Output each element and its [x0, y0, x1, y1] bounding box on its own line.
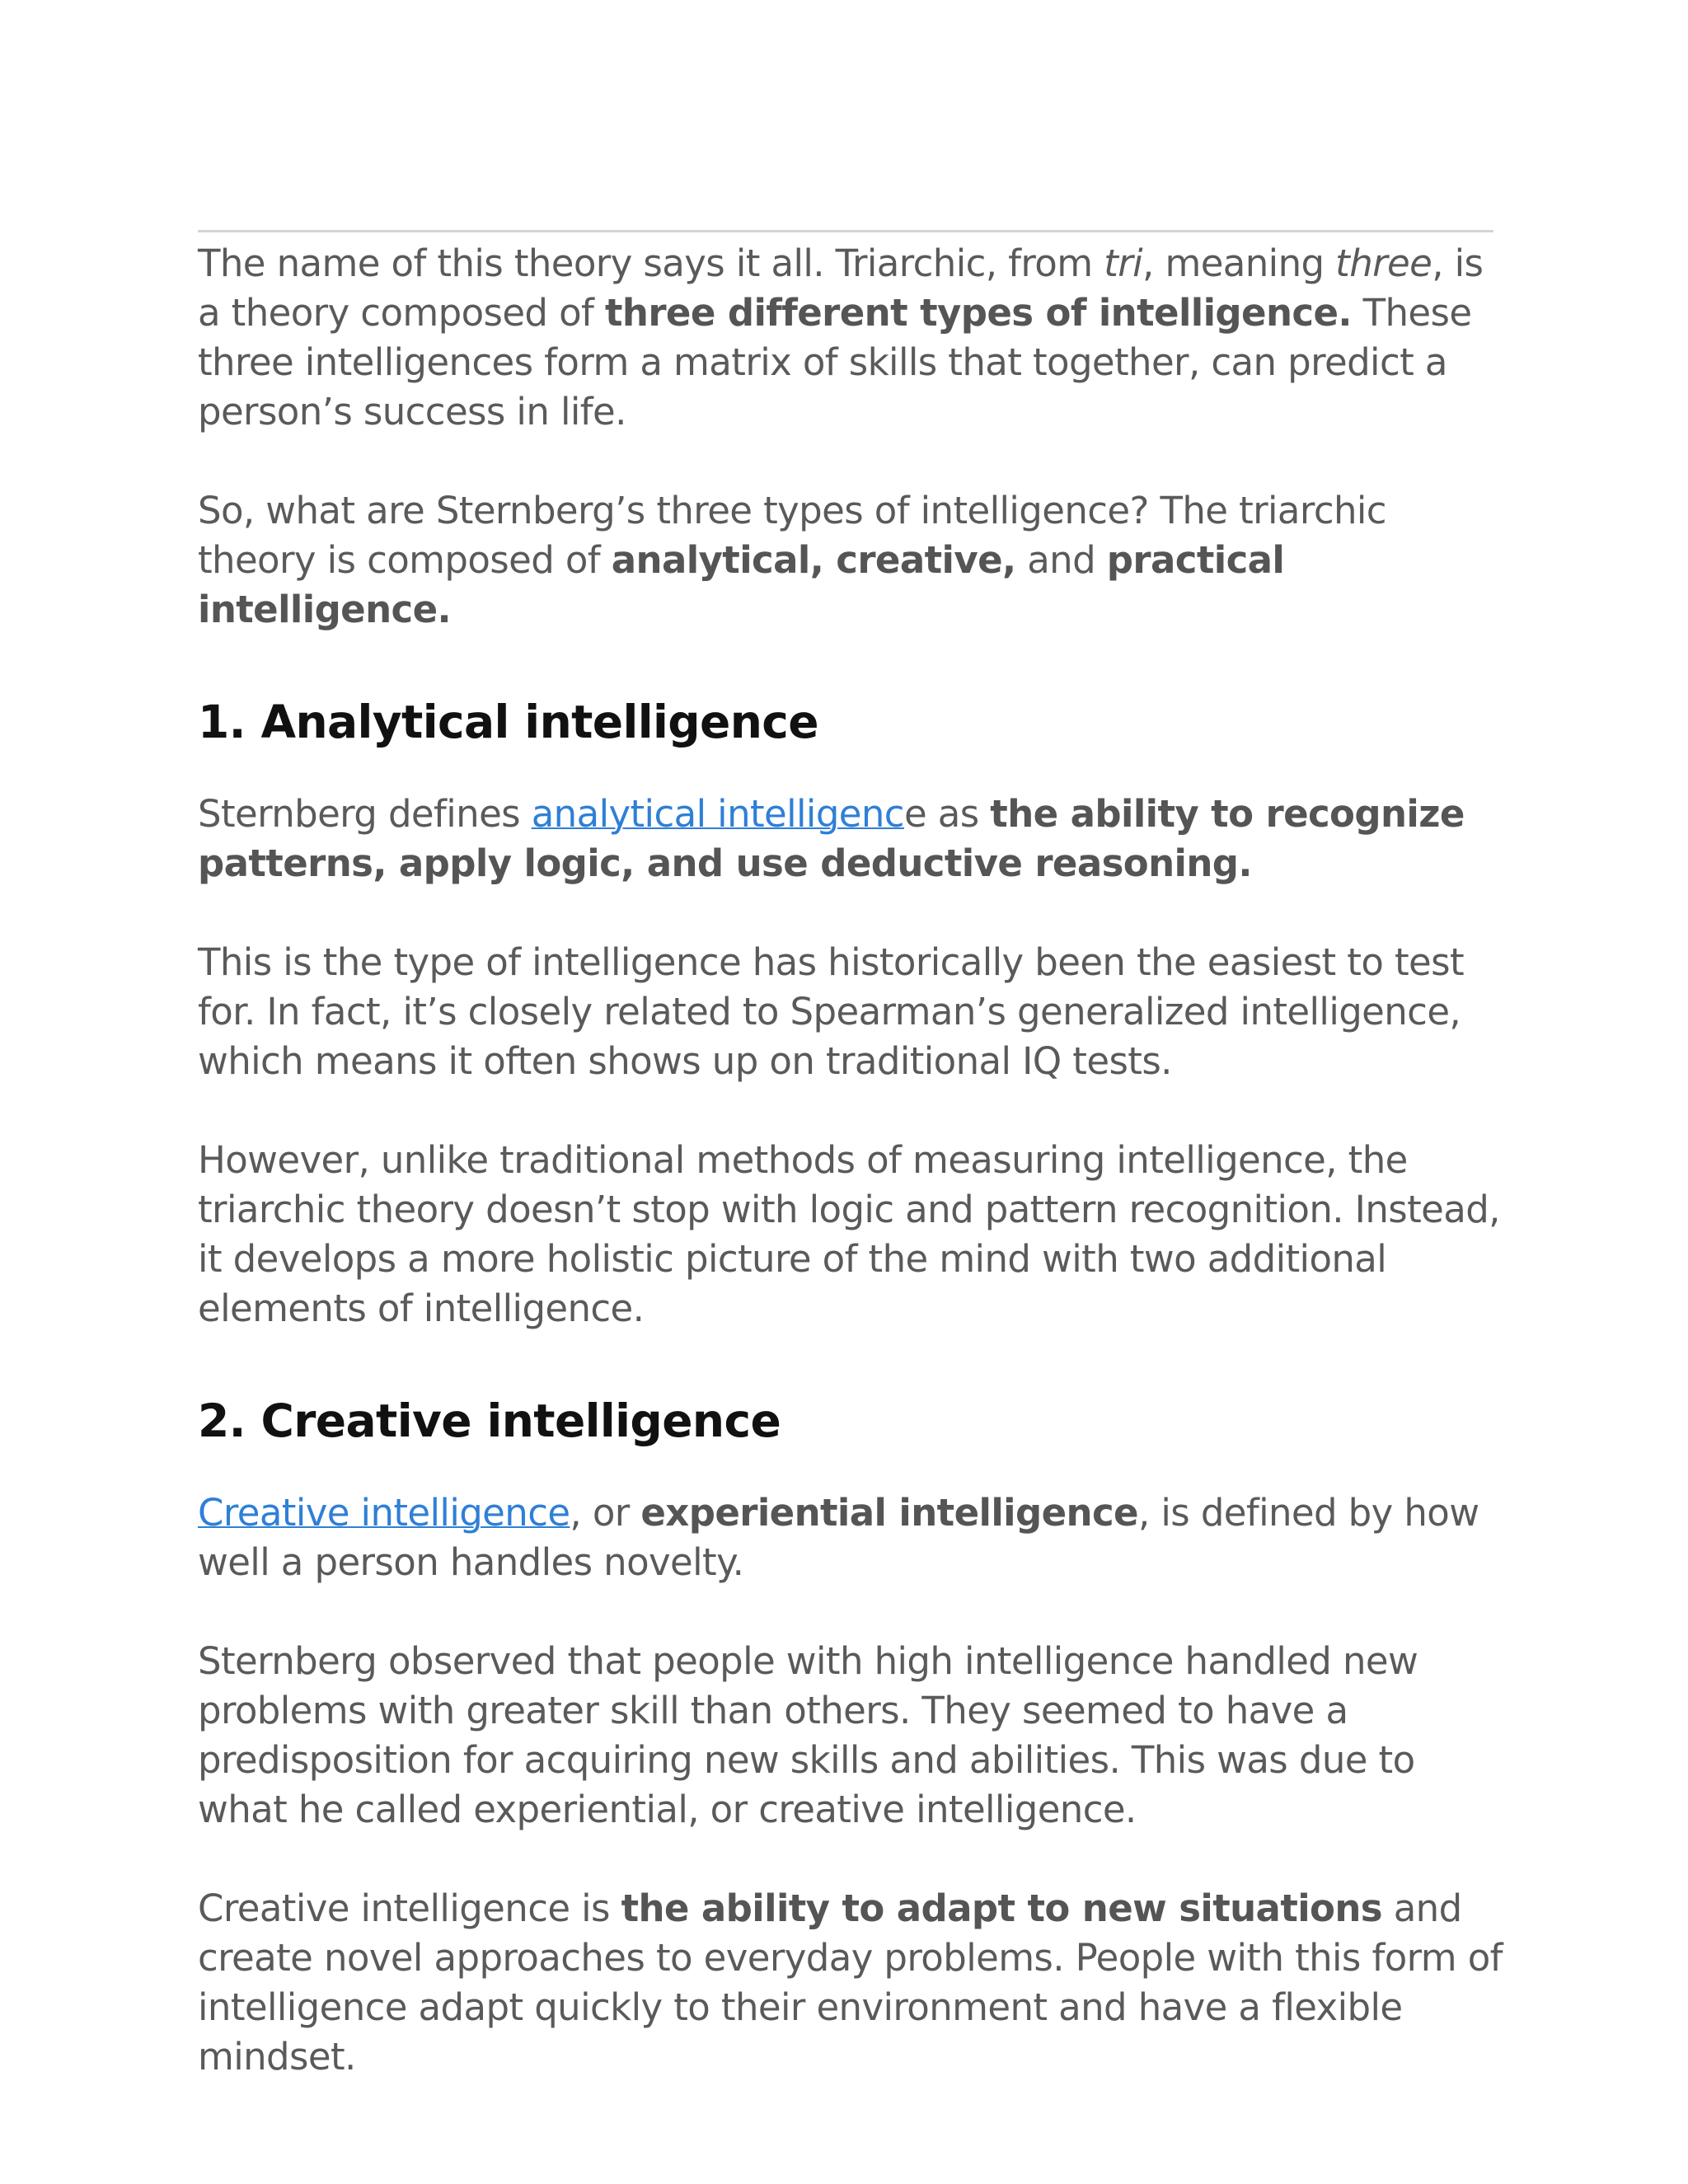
text-run: , is defined by how well a person handles novelty. [198, 1491, 1479, 1584]
creative-paragraph-3 [198, 1884, 1504, 2082]
text-run: Creative intelligence is [198, 1886, 621, 1930]
analytical-intelligence-link[interactable]: analytical intelligenc [531, 792, 904, 836]
bold-phrase: analytical, creative, [611, 538, 1016, 582]
bold-phrase: experiential intelligence [640, 1491, 1138, 1535]
text-run: e as [903, 792, 991, 836]
bold-phrase: three different types of intelligence. [604, 291, 1352, 335]
article-body [198, 239, 1504, 2082]
bold-phrase: the ability to adapt to new situations [621, 1886, 1382, 1930]
bold-phrase: the ability to recognize patterns, apply logic, and use deductive reasoning. [198, 792, 1465, 885]
text-run: These three intelligences form a matrix of skills that together, can predict a person’s success in life. [198, 291, 1472, 434]
text-run: , is a theory composed of [198, 241, 1484, 335]
section-heading-analytical: 1. Analytical intelligence [198, 696, 819, 748]
top-divider [198, 230, 1493, 232]
analytical-paragraph-3: However, unlike traditional methods of measuring intelligence, the triarchic theory doesn’t stop with logic and pattern recognition. Instead, it develops a more holistic picture of the mind with two additional elements of intelligence. [198, 1138, 1500, 1330]
text-run: , or [570, 1491, 641, 1535]
analytical-paragraph-2: This is the type of intelligence has historically been the easiest to test for. In fact, it’s closely related to Spearman’s generalized intelligence, which means it often shows up on traditional IQ tests. [198, 940, 1464, 1083]
creative-paragraph-1 [198, 1488, 1504, 1587]
text-run: So, what are Sternberg’s three types of intelligence? The triarchic theory is composed of [198, 489, 1386, 582]
intro-paragraph-1 [198, 239, 1504, 437]
text-run: , meaning [1142, 241, 1336, 285]
creative-paragraph-2: Sternberg observed that people with high intelligence handled new problems with greater skill than others. They seemed to have a predisposition for acquiring new skills and abilities. This was due to what he called experiential, or creative intelligence. [198, 1639, 1418, 1831]
text-run: and [1015, 538, 1107, 582]
italic-term-tri: tri [1104, 241, 1143, 285]
bold-phrase: practical intelligence. [198, 538, 1285, 631]
creative-intelligence-link[interactable]: Creative intelligence [198, 1491, 570, 1535]
italic-term-three: three [1335, 241, 1432, 285]
analytical-paragraph-1 [198, 790, 1504, 888]
intro-paragraph-2 [198, 486, 1504, 635]
section-heading-creative: 2. Creative intelligence [198, 1394, 781, 1447]
text-run: The name of this theory says it all. Triarchic, from [198, 241, 1104, 285]
text-run: Sternberg defines [198, 792, 532, 836]
text-run: and create novel approaches to everyday problems. People with this form of intelligence adapt quickly to their environment and have a flexible mindset. [198, 1886, 1503, 2079]
